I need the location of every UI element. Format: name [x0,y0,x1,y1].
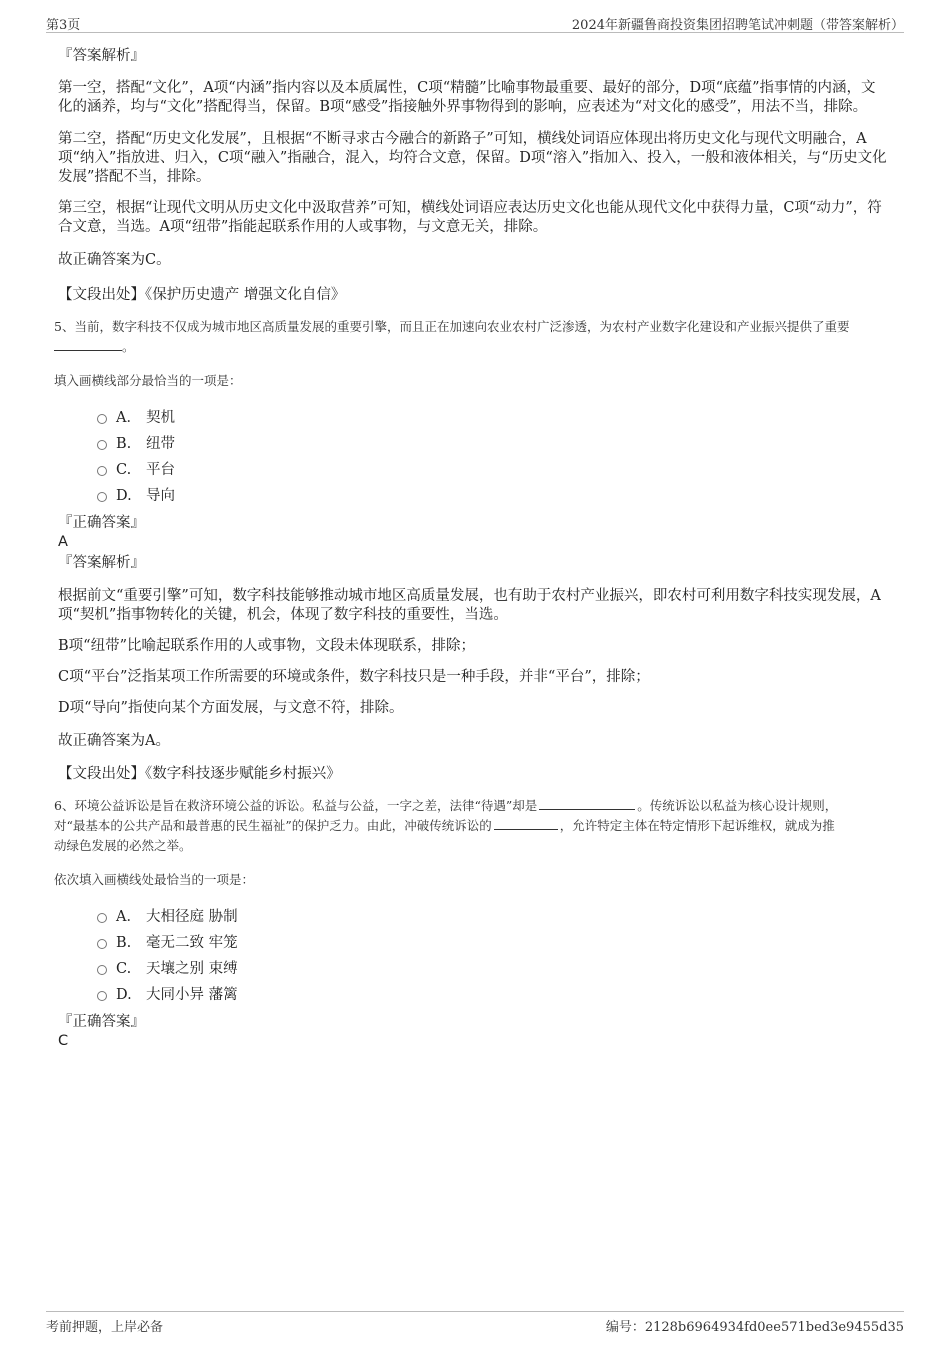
q5-analysis-title: 『答案解析』 [58,555,145,571]
q5-conclusion: 故正确答案为A。 [58,733,170,749]
q4-source: 【文段出处】《保护历史遗产 增强文化自信》 [58,287,346,303]
q5-option-d[interactable]: D. 导向 [58,483,888,509]
footer-slogan: 考前押题，上岸必备 [46,1320,164,1335]
page-footer [46,1311,904,1334]
q4-analysis-para-2: 第二空，搭配“历史文化发展”，且根据“不断寻求古今融合的新路子”可知，横线处词语应体现出将历史文化与现代文明融合，A项“纳入”指放进、归入，C项“融入”指融合，混入，均符合文意，保留。D项“溶入”指加入、投入，一般和液体相关，与“历史文化发展”搭配不当，排除。 [58,131,887,185]
q6-options [58,904,888,1008]
document-title: 2024年新疆鲁商投资集团招聘笔试冲刺题（带答案解析） [571,18,904,33]
q6-answer: C [58,1033,69,1049]
q6-option-d[interactable]: D. 大同小异 藩篱 [58,982,888,1008]
page-header [46,12,904,33]
q5-analysis-para-3: C项“平台”泛指某项工作所需要的环境或条件，数字科技只是一种手段，并非“平台”，排除； [58,669,650,685]
q5-analysis-para-1: 根据前文“重要引擎”可知，数字科技能够推动城市地区高质量发展，也有助于农村产业振兴，即农村可利用数字科技实现发展，A项“契机”指事物转化的关键，机会，体现了数字科技的重要性，当选。 [58,588,881,623]
q4-analysis-para-3: 第三空，根据“让现代文明从历史文化中汲取营养”可知，横线处词语应表达历史文化也能从现代文化中获得力量，C项“动力”，符合文意，当选。A项“纽带”指能起联系作用的人或事物，与文意无关，排除。 [58,200,882,235]
q4-analysis-para-1: 第一空，搭配“文化”，A项“内涵”指内容以及本质属性，C项“精髓”比喻事物最重要、最好的部分，D项“底蕴”指事情的内涵，文化的涵养，均与“文化”搭配得当，保留。B项“感受”指接触外界事物得到的影响，应表述为“对文化的感受”，用法不当，排除。 [58,80,876,115]
page-number: 第3页 [46,18,81,33]
q6-option-c[interactable]: C. 天壤之别 束缚 [58,956,888,982]
q5-answer-title: 『正确答案』 [58,515,145,531]
radio-icon[interactable] [97,414,107,424]
q5-stem: 5、当前，数字科技不仅成为城市地区高质量发展的重要引擎，而且正在加速向农业农村广泛渗透，为农村产业数字化建设和产业振兴提供了重要。 [54,319,850,354]
radio-icon[interactable] [97,492,107,502]
page-content [54,46,888,1050]
q5-blank [54,338,122,351]
radio-icon[interactable] [97,965,107,975]
q5-answer: A [58,534,68,550]
q5-option-b[interactable]: B. 纽带 [58,431,888,457]
q5-options [58,405,888,509]
q6-blank-1 [539,797,635,810]
radio-icon[interactable] [97,991,107,1001]
q5-option-a[interactable]: A． 契机 [58,405,888,431]
radio-icon[interactable] [97,913,107,923]
q5-analysis-para-2: B项“纽带”比喻起联系作用的人或事物，文段未体现联系，排除； [58,638,475,654]
q5-option-c[interactable]: C. 平台 [58,457,888,483]
radio-icon[interactable] [97,939,107,949]
q6-option-b[interactable]: B. 毫无二致 牢笼 [58,930,888,956]
radio-icon[interactable] [97,440,107,450]
q5-prompt: 填入画横线部分最恰当的一项是： [54,373,242,388]
q4-conclusion: 故正确答案为C。 [58,252,171,268]
radio-icon[interactable] [97,466,107,476]
q6-prompt: 依次填入画横线处最恰当的一项是： [54,872,255,887]
q6-answer-title: 『正确答案』 [58,1014,145,1030]
document-id: 编号：2128b6964934fd0ee571bed3e9455d35 [605,1320,904,1335]
q6-stem: 6、环境公益诉讼是旨在救济环境公益的诉讼。私益与公益，一字之差，法律“待遇”却是 。传统诉讼以私益为核心设计规则， 对“最基本的公共产品和最普惠的民生福祉”的保护乏力。由此，冲破传统诉讼的 ，允许特定主体在特定情形下起诉维权，就成为推 动绿色发展的必然之举。 [54,798,838,853]
q5-analysis-para-4: D项“导向”指使向某个方面发展，与文意不符，排除。 [58,700,404,716]
q6-option-a[interactable]: A． 大相径庭 胁制 [58,904,888,930]
q5-source: 【文段出处】《数字科技逐步赋能乡村振兴》 [58,766,341,782]
q4-analysis-title: 『答案解析』 [58,48,145,64]
q6-blank-2 [494,817,558,830]
